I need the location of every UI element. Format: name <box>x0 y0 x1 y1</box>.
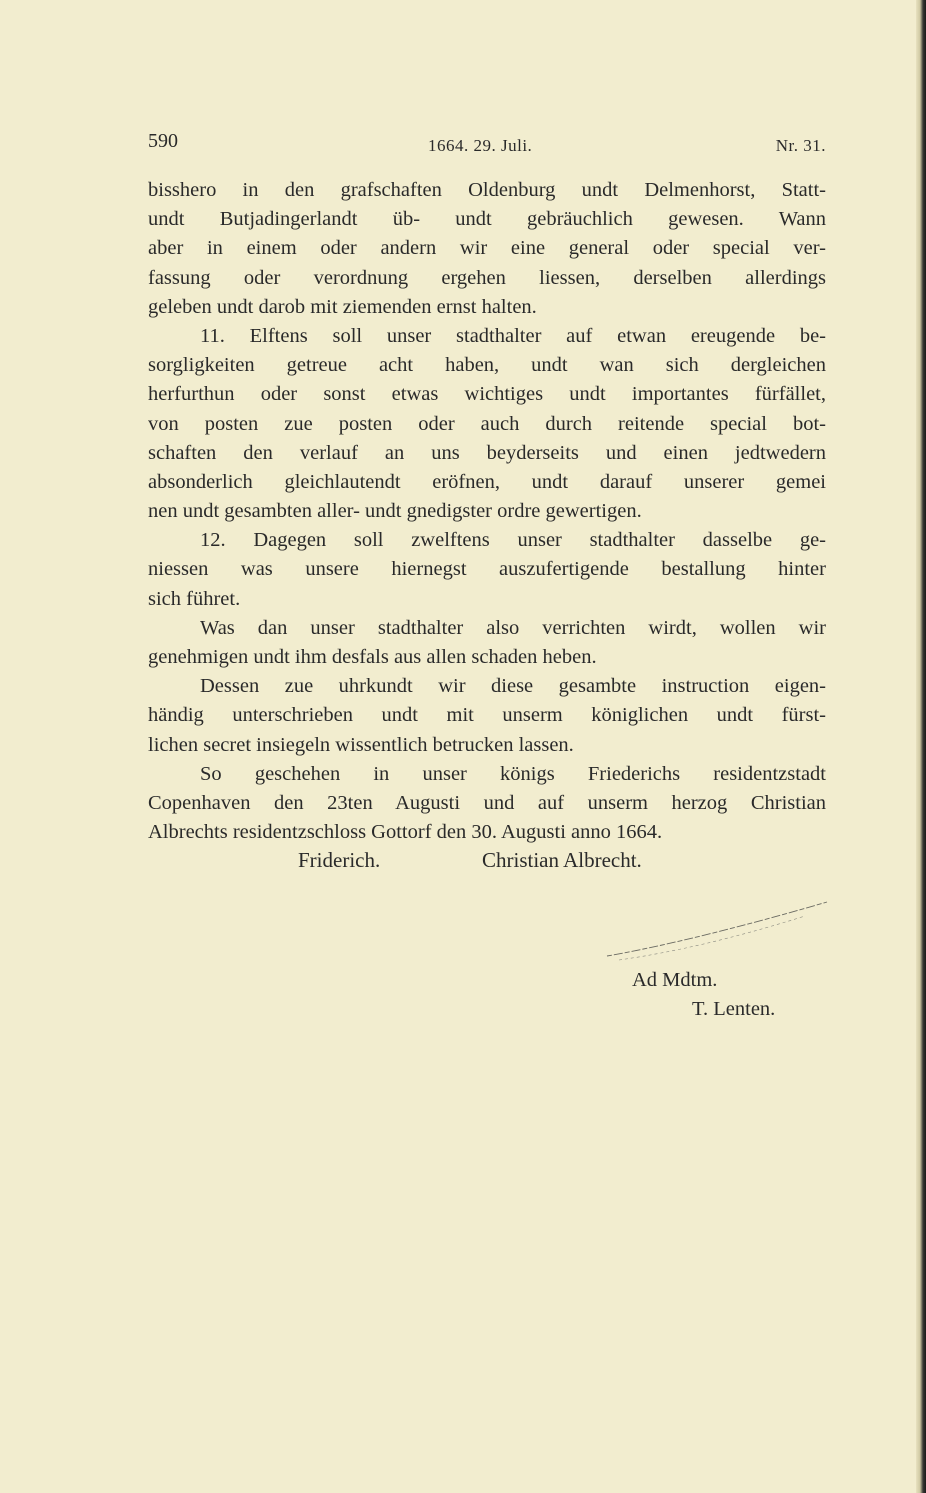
text-line: aber in einem oder andern wir eine general oder special ver- <box>148 237 826 260</box>
text-line: geleben undt darob mit ziemenden ernst halten. <box>148 295 537 318</box>
countersignature <box>632 966 832 1024</box>
paragraph-start: So geschehen in unser königs Friederichs residentzstadt <box>200 762 826 785</box>
page-number: 590 <box>148 130 178 152</box>
signature-friderich: Friderich. <box>298 848 381 872</box>
text-line: genehmigen undt ihm desfals aus allen schaden heben. <box>148 646 597 668</box>
text-line: niessen was unsere hiernegst auszufertigende bestallung hinter <box>148 558 826 581</box>
signature-christian-albrecht: Christian Albrecht. <box>482 848 642 872</box>
signatures <box>298 848 718 880</box>
text-line: Copenhaven den 23ten Augusti und auf unserm herzog Christian <box>148 791 826 814</box>
text-line: lichen secret insiegeln wissentlich betrucken lassen. <box>148 733 574 756</box>
page-header <box>148 130 826 160</box>
document-number: Nr. 31. <box>775 136 826 155</box>
text-line: sorgligkeiten getreue acht haben, undt wan sich dergleichen <box>148 354 826 377</box>
countersign-mandate: Ad Mdtm. <box>632 969 718 991</box>
text-line: von posten zue posten oder auch durch reitende special bot- <box>148 412 826 435</box>
text-line: sich führet. <box>148 587 241 610</box>
text-line: bisshero in den grafschaften Oldenburg undt Delmenhorst, Statt- <box>148 179 826 201</box>
paragraph-start: Dessen zue uhrkundt wir diese gesambte instruction eigen- <box>200 675 826 698</box>
paragraph-12-start: 12. Dagegen soll zwelftens unser stadthalter dasselbe ge- <box>200 529 826 552</box>
text-line: undt Butjadingerlandt üb- undt gebräuchlich gewesen. Wann <box>148 208 826 231</box>
text-line: schaften den verlauf an uns beyderseits und einen jedtwedern <box>148 441 826 464</box>
countersign-name: T. Lenten. <box>692 998 776 1020</box>
body-text <box>148 176 826 847</box>
text-line: herfurthun oder sonst etwas wichtiges undt importantes fürfället, <box>148 383 826 406</box>
pen-flourish <box>605 898 830 968</box>
paragraph-start: Was dan unser stadthalter also verrichten wirdt, wollen wir <box>200 616 826 639</box>
page-edge <box>916 0 926 1493</box>
text-line: absonderlich gleichlautendt eröfnen, undt darauf unserer gemei <box>148 470 826 493</box>
text-line: nen undt gesambten aller- undt gnedigster ordre gewertigen. <box>148 500 642 523</box>
running-head: 1664. 29. Juli. <box>428 136 533 155</box>
text-line: fassung oder verordnung ergehen liessen, derselben allerdings <box>148 266 826 289</box>
text-line: Albrechts residentzschloss Gottorf den 30. Augusti anno 1664. <box>148 821 663 844</box>
text-line: händig unterschrieben undt mit unserm königlichen undt fürst- <box>148 704 826 727</box>
paragraph-11-start: 11. Elftens soll unser stadthalter auf etwan ereugende be- <box>200 324 826 347</box>
